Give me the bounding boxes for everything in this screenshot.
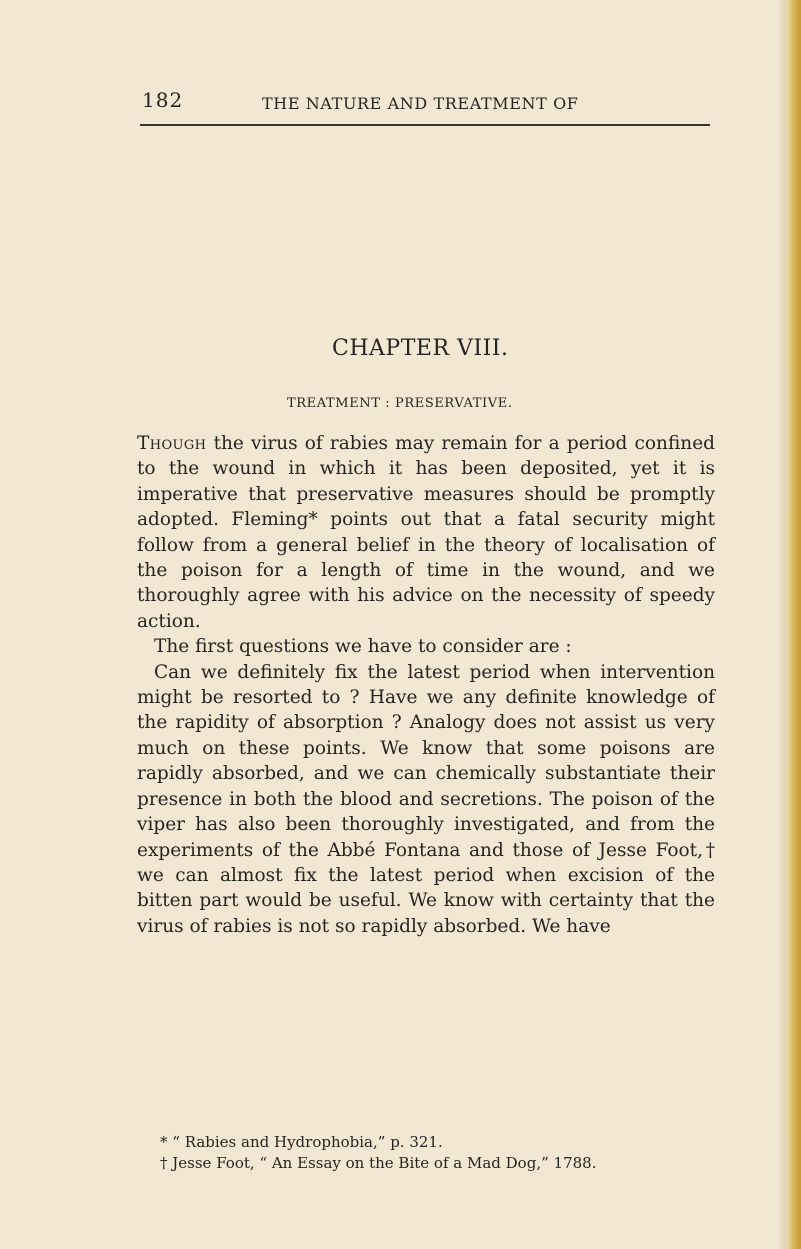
header-rule bbox=[140, 124, 710, 126]
paragraph-2: The first questions we have to consider are : bbox=[154, 636, 572, 658]
footnote-2: † Jesse Foot, “ An Essay on the Bite of a Mad Dog,” 1788. bbox=[160, 1154, 597, 1172]
page-shadow bbox=[777, 0, 787, 1249]
footnote-1: * “ Rabies and Hydrophobia,” p. 321. bbox=[160, 1133, 443, 1151]
paragraph-1-text: the virus of rabies may remain for a period confined to the wound in which it has been deposited, yet it is imperative that preservative measures should be promptly adopted. Fleming* points out that a fatal security might follow from a general belief in the theory of localisation of the poison for a length of time in the wound, and we thoroughly agree with his advice on the necessity of speedy action. bbox=[137, 433, 715, 632]
page-number: 182 bbox=[142, 88, 184, 112]
paragraph-3: Can we definitely fix the latest period when intervention might be resorted to ? Have we any definite knowledge of the rapidity of absorption ? Analogy does not assist us very much on these points. We know that some poisons are rapidly absorbed, and we can chemically substantiate their presence in both the blood and secretions. The poison of the viper has also been thoroughly investigated, and from the experiments of the Abbé Fontana and those of Jesse Foot,† we can almost fix the latest period when excision of the bitten part would be useful. We know with certainty that the virus of rabies is not so rapidly absorbed. We have bbox=[137, 661, 715, 937]
body-text bbox=[137, 431, 715, 939]
running-head: THE NATURE AND TREATMENT OF bbox=[262, 94, 579, 113]
page-edge bbox=[787, 0, 801, 1249]
chapter-title: CHAPTER VIII. bbox=[332, 336, 509, 361]
footnotes bbox=[160, 1132, 720, 1174]
chapter-subtitle: TREATMENT : PRESERVATIVE. bbox=[287, 396, 513, 411]
paragraph-1 bbox=[137, 431, 715, 634]
paragraph-lead-word: Though bbox=[137, 433, 207, 454]
